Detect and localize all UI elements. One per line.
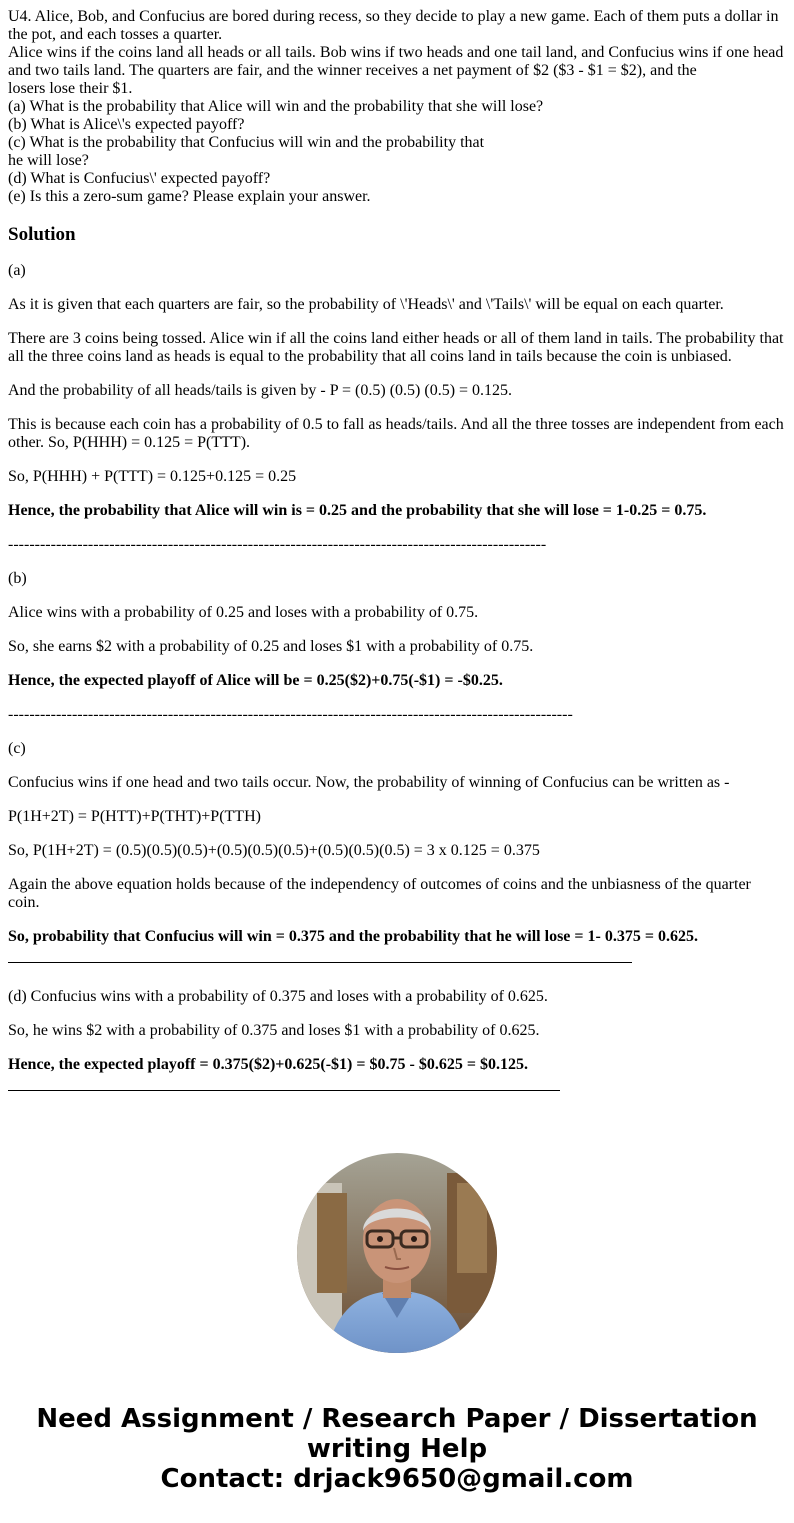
promo-line: Need Assignment / Research Paper / Dissertation <box>36 1404 758 1434</box>
question-line: (a) What is the probability that Alice will win and the probability that she will lose? <box>8 98 544 115</box>
part-d-conclusion: Hence, the expected playoff = 0.375($2)+0.625(-$1) = $0.75 - $0.625 = $0.125. <box>8 1056 528 1073</box>
question-line: Alice wins if the coins land all heads or all tails. Bob wins if two heads and one tail land, and Confucius wins if one head <box>8 44 784 61</box>
question-line: (e) Is this a zero-sum game? Please explain your answer. <box>8 188 371 205</box>
question-line: (c) What is the probability that Confucius will win and the probability that <box>8 134 485 151</box>
question-line: (d) What is Confucius\' expected payoff? <box>8 170 271 187</box>
question-line: and two tails land. The quarters are fair, and the winner receives a net payment of $2 ($3 - $1 = $2), and the <box>8 62 697 79</box>
question-line: he will lose? <box>8 152 89 169</box>
author-avatar <box>297 1153 497 1353</box>
part-a-paragraph: So, P(HHH) + P(TTT) = 0.125+0.125 = 0.25 <box>8 468 297 485</box>
question-block <box>8 8 786 206</box>
part-b-conclusion: Hence, the expected playoff of Alice will be = 0.25($2)+0.75(-$1) = -$0.25. <box>8 672 503 689</box>
part-c-label: (c) <box>8 740 26 757</box>
part-c-paragraph: Again the above equation holds because of the independency of outcomes of coins and the unbiasness of the quarter coin. <box>8 876 751 911</box>
author-portrait-image <box>297 1153 497 1353</box>
part-c-paragraph: P(1H+2T) = P(HTT)+P(THT)+P(TTH) <box>8 808 261 825</box>
part-a-paragraph: As it is given that each quarters are fair, so the probability of \'Heads\' and \'Tails\' will be equal on each quarter. <box>8 296 724 313</box>
part-b-paragraph: Alice wins with a probability of 0.25 and loses with a probability of 0.75. <box>8 604 479 621</box>
document-body <box>8 8 786 1116</box>
question-line: losers lose their $1. <box>8 80 133 97</box>
question-line: U4. Alice, Bob, and Confucius are bored during recess, so they decide to play a new game. Each of them puts a dollar in <box>8 8 779 25</box>
part-a-label: (a) <box>8 262 26 279</box>
horizontal-rule <box>8 1090 560 1091</box>
promo-line: writing Help <box>306 1434 488 1464</box>
part-c-conclusion: So, probability that Confucius will win = 0.375 and the probability that he will lose = 1- 0.375 = 0.625. <box>8 928 698 945</box>
part-d-paragraph: So, he wins $2 with a probability of 0.375 and loses $1 with a probability of 0.625. <box>8 1022 540 1039</box>
section-separator: ---------------------------------------------------------------------------------------------------------- <box>8 706 573 723</box>
part-a-paragraph: And the probability of all heads/tails is given by - P = (0.5) (0.5) (0.5) = 0.125. <box>8 382 513 399</box>
part-a-paragraph: This is because each coin has a probability of 0.5 to fall as heads/tails. And all the three tosses are independent from each other. So, P(HHH) = 0.125 = P(TTT). <box>8 416 784 451</box>
promo-footer <box>0 1404 794 1494</box>
part-c-paragraph: So, P(1H+2T) = (0.5)(0.5)(0.5)+(0.5)(0.5)(0.5)+(0.5)(0.5)(0.5) = 3 x 0.125 = 0.375 <box>8 842 540 859</box>
solution-heading: Solution <box>8 224 76 245</box>
horizontal-rule <box>8 962 632 963</box>
part-d-paragraph: (d) Confucius wins with a probability of 0.375 and loses with a probability of 0.625. <box>8 988 548 1005</box>
contact-email: Contact: drjack9650@gmail.com <box>160 1464 634 1494</box>
section-separator: ----------------------------------------------------------------------------------------------------- <box>8 536 547 553</box>
question-line: the pot, and each tosses a quarter. <box>8 26 223 43</box>
part-a-paragraph: There are 3 coins being tossed. Alice win if all the coins land either heads or all of them land in tails. The probability that all the three coins land as heads is equal to the probability that all coins land in tails because the coin is unbiased. <box>8 330 784 365</box>
part-c-paragraph: Confucius wins if one head and two tails occur. Now, the probability of winning of Confucius can be written as - <box>8 774 730 791</box>
question-line: (b) What is Alice\'s expected payoff? <box>8 116 245 133</box>
part-b-paragraph: So, she earns $2 with a probability of 0.25 and loses $1 with a probability of 0.75. <box>8 638 534 655</box>
part-a-conclusion: Hence, the probability that Alice will win is = 0.25 and the probability that she will lose = 1-0.25 = 0.75. <box>8 502 707 519</box>
part-b-label: (b) <box>8 570 27 587</box>
